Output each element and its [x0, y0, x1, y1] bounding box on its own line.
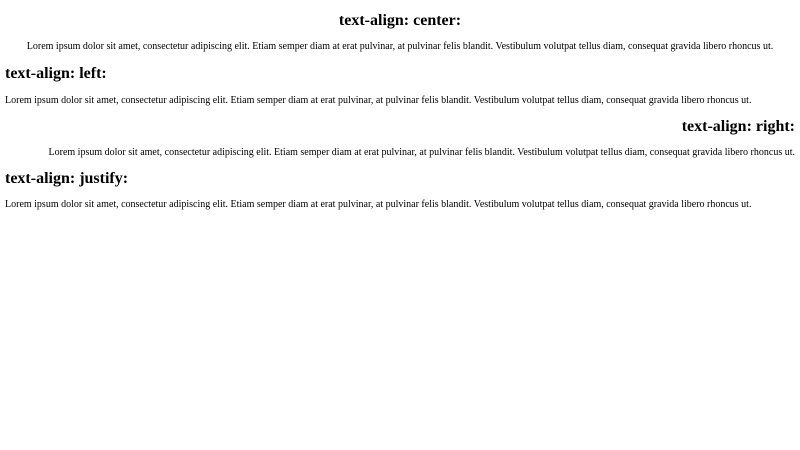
section-center [5, 12, 795, 53]
paragraph-left: Lorem ipsum dolor sit amet, consectetur adipiscing elit. Etiam semper diam at erat pulvinar, at pulvinar felis blandit. Vestibulum volutpat tellus diam, consequat gravida libero rhoncus ut. [5, 95, 752, 106]
section-left [5, 65, 795, 107]
heading-justify: text-align: justify: [5, 170, 129, 187]
heading-center: text-align: center: [338, 12, 462, 29]
paragraph-justify: Lorem ipsum dolor sit amet, consectetur adipiscing elit. Etiam semper diam at erat pulvinar, at pulvinar felis blandit. Vestibulum volutpat tellus diam, consequat gravida libero rhoncus ut. [5, 199, 752, 210]
heading-left: text-align: left: [5, 65, 107, 82]
section-right [5, 118, 795, 159]
heading-right: text-align: right: [681, 118, 795, 135]
section-justify [5, 170, 795, 211]
paragraph-center: Lorem ipsum dolor sit amet, consectetur adipiscing elit. Etiam semper diam at erat pulvinar, at pulvinar felis blandit. Vestibulum volutpat tellus diam, consequat gravida libero rhoncus ut. [26, 41, 774, 52]
paragraph-right: Lorem ipsum dolor sit amet, consectetur adipiscing elit. Etiam semper diam at erat pulvinar, at pulvinar felis blandit. Vestibulum volutpat tellus diam, consequat gravida libero rhoncus ut. [48, 147, 795, 158]
